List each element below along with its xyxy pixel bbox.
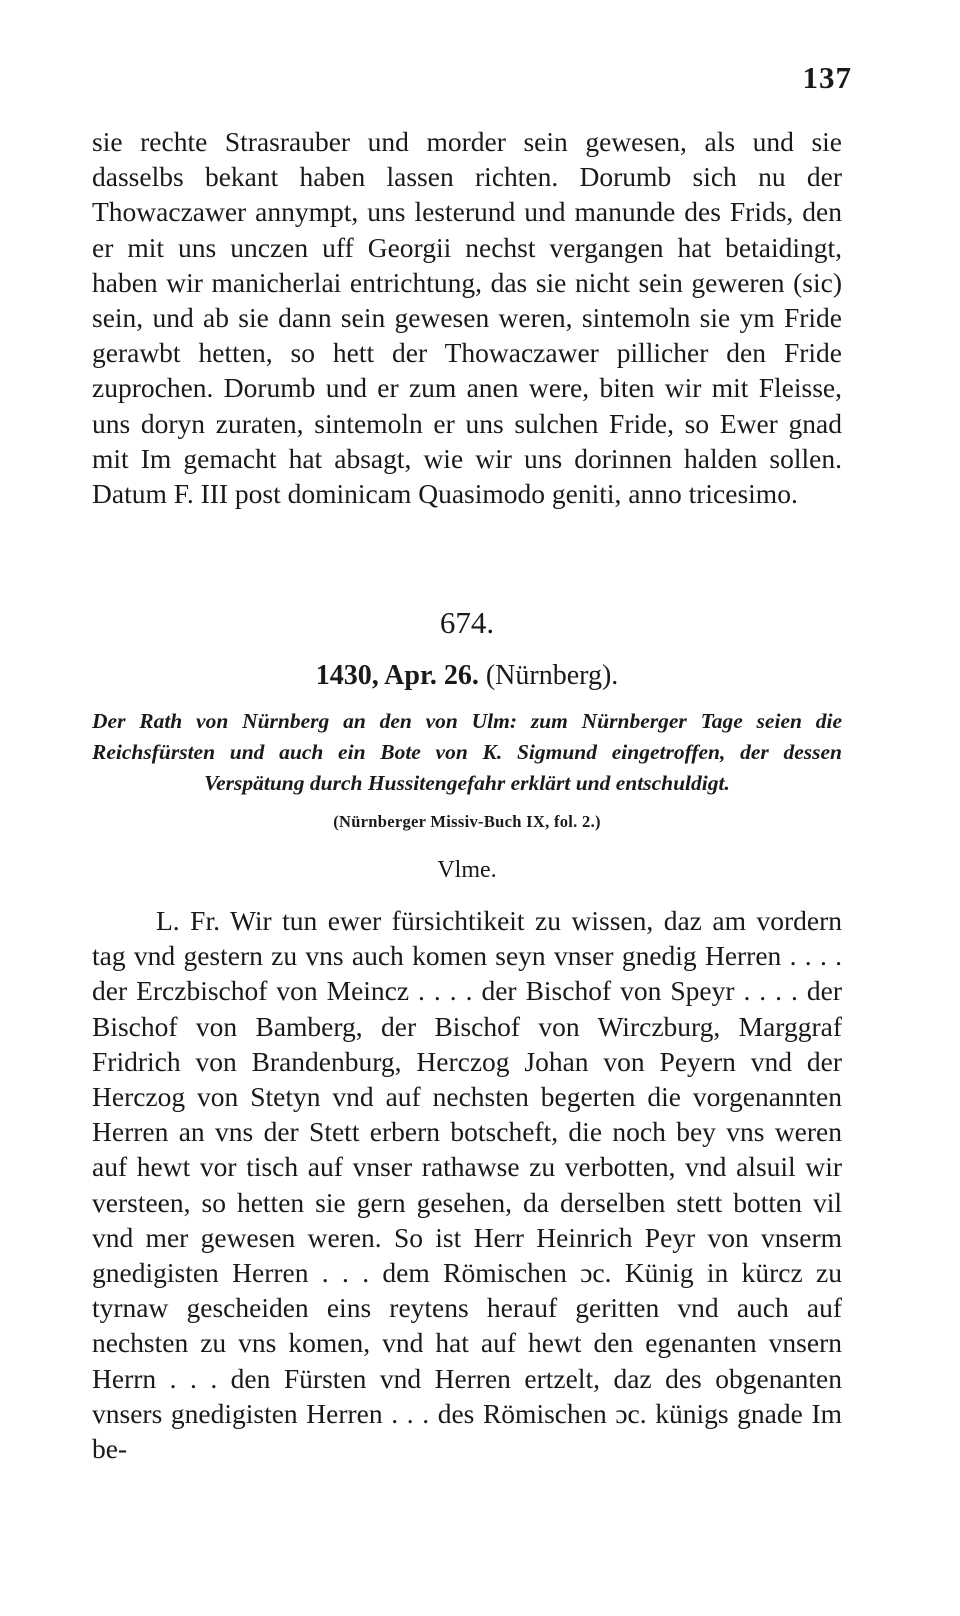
continuation-text — [92, 124, 842, 511]
document-date: 1430, Apr. 26. — [315, 660, 479, 691]
document-date-line — [92, 660, 842, 692]
document-number: 674. — [439, 605, 495, 640]
letter-text — [92, 903, 842, 1466]
continuation-paragraph: sie rechte Strasrauber und morder sein gewesen, als und sie dasselbs bekant haben lassen richten. Dorumb sich nu der Thowaczawer annympt, uns lesterund und manunde des Frids, den er mit uns unczen uff Georgii nechst vergangen hat betaidingt, haben wir manicherlai entrichtung, das sie nicht sein geweren (sic) sein, und ab sie dann sein gewesen weren, sintemoln sie ym Fride gerawbt hetten, so hett der Thowaczawer pillicher den Fride zuprochen. Dorumb und er zum anen were, biten wir mit Fleisse, uns doryn zuraten, sintemoln er uns sulchen Fride, so Ewer gnad mit Im gemacht hat absagt, wie wir uns dorinnen halden sollen. Datum F. III post dominicam Quasimodo geniti, anno tricesimo. — [92, 126, 842, 510]
document-summary: Der Rath von Nürnberg an den von Ulm: zum Nürnberger Tage seien die Reichsfürsten und auch ein Bote von K. Sigmund eingetroffen, der dessen Verspätung durch Hussitengefahr erklärt und entschuldigt. — [92, 709, 842, 795]
letter-paragraph: L. Fr. Wir tun ewer fürsichtikeit zu wissen, daz am vordern tag vnd gestern zu vns auch komen seyn vnser gnedig Herren . . . . der Erczbischof von Meincz . . . . der Bischof von Speyr . . . . der Bischof von Bamberg, der Bischof von Wirczburg, Marggraf Fridrich von Brandenburg, Herczog Johan von Peyern vnd der Herczog von Stetyn vnd auf nechsten begerten die vorgenannten Herren an vns der Stett erbern botscheft, die noch bey vns weren auf hewt vor tisch auf vnser rathawse zu verbotten, vnd alsuil wir versteen, so hetten sie gern gesehen, da derselben stett botten vil vnd mer gewesen weren. So ist Herr Heinrich Peyr von vnserm gnedigisten Herren . . . dem Römischen ɔc. Künig in kürcz zu tyrnaw gescheiden eins reytens herauf geritten vnd auch auf nechsten zu vns komen, vnd hat auf hewt den egenanten vnsern Herrn . . . den Fürsten vnd Herren ertzelt, daz des obgenanten vnsers gnedigisten Herren . . . des Römischen ɔc. künigs gnade Im be- — [92, 905, 842, 1465]
document-place: (Nürnberg). — [485, 660, 619, 691]
page-number: 137 — [802, 60, 852, 95]
letter-addressee: Vlme. — [437, 857, 497, 883]
source-citation: (Nürnberger Missiv-Buch IX, fol. 2.) — [333, 812, 601, 831]
